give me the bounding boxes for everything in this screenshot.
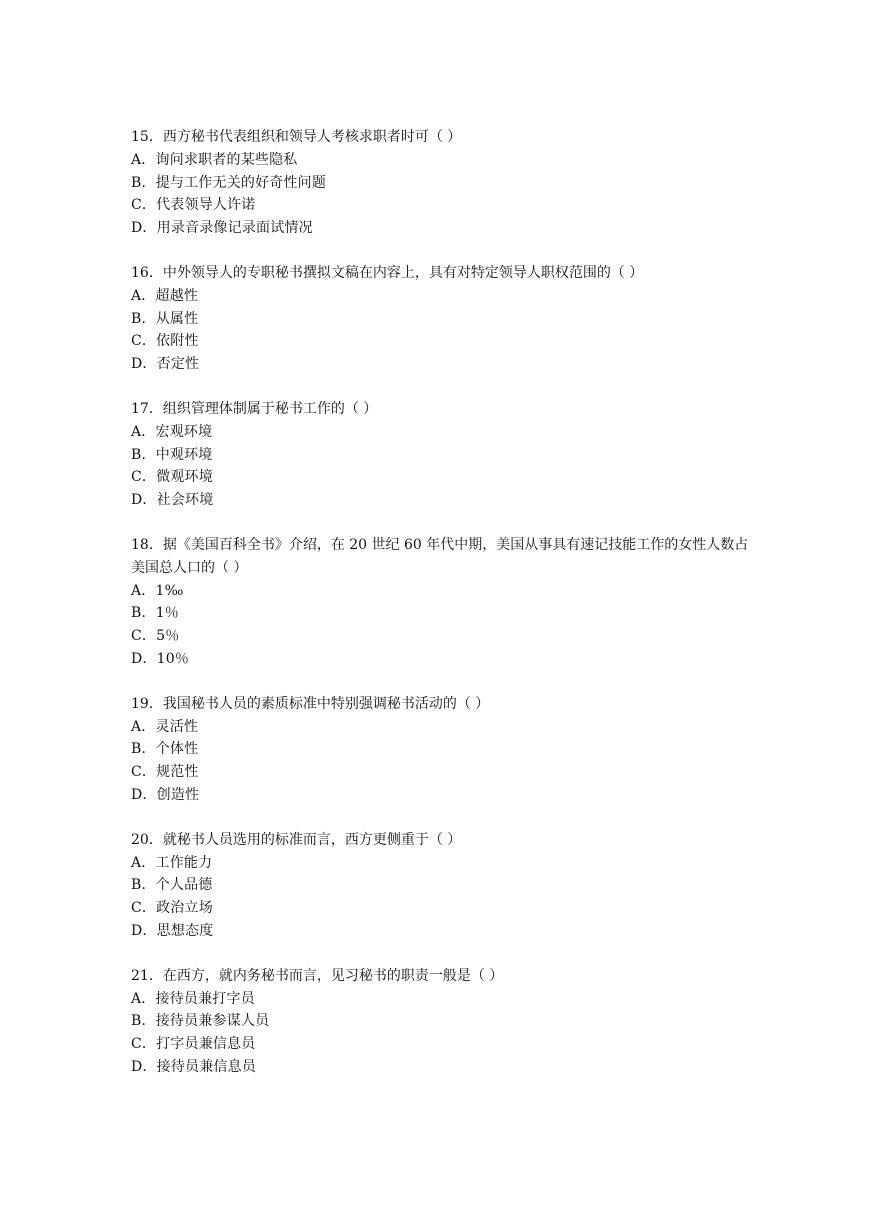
option-c: C．代表领导人许诺: [131, 197, 256, 214]
question-21: [131, 965, 751, 1079]
option-c: C．打字员兼信息员: [131, 1036, 256, 1053]
option-a: A．询问求职者的某些隐私: [131, 151, 298, 168]
option-b: B．接待员兼参谋人员: [131, 1013, 270, 1030]
option-d: D．用录音录像记录面试情况: [131, 220, 313, 237]
question-stem: 17．组织管理体制属于秘书工作的（ ）: [131, 400, 378, 417]
question-stem: 18．据《美国百科全书》介绍，在 20 世纪 60 年代中期，美国从事具有速记技能工作的女性人数占美国总人口的（ ）: [131, 536, 749, 576]
option-d: D．10％: [131, 650, 190, 667]
option-a: A．超越性: [131, 287, 199, 304]
option-d: D．接待员兼信息员: [131, 1058, 257, 1075]
question-stem: 15．西方秘书代表组织和领导人考核求职者时可（ ）: [131, 129, 462, 145]
option-a: A．灵活性: [131, 718, 199, 735]
option-c: C．规范性: [131, 764, 199, 781]
option-b: B．个人品德: [131, 877, 213, 894]
option-a: A．1‰: [131, 582, 184, 599]
option-b: B．从属性: [131, 310, 199, 327]
question-16: [131, 262, 751, 376]
question-20: [131, 829, 751, 943]
option-c: C．政治立场: [131, 900, 213, 917]
option-d: D．创造性: [131, 786, 200, 803]
option-c: C．5％: [131, 628, 180, 645]
question-stem: 20．就秘书人员选用的标准而言，西方更侧重于（ ）: [131, 831, 462, 848]
option-a: A．接待员兼打字员: [131, 990, 255, 1007]
question-19: [131, 693, 751, 807]
question-17: [131, 398, 751, 512]
option-c: C．微观环境: [131, 469, 213, 486]
option-a: A．工作能力: [131, 854, 213, 871]
option-b: B．提与工作无关的好奇性问题: [131, 174, 327, 191]
option-d: D．思想态度: [131, 922, 214, 939]
question-stem: 16．中外领导人的专职秘书撰拟文稿在内容上，具有对特定领导人职权范围的（ ）: [131, 264, 644, 281]
option-d: D．社会环境: [131, 492, 214, 509]
option-b: B．中观环境: [131, 446, 213, 463]
option-c: C．依附性: [131, 333, 199, 350]
option-a: A．宏观环境: [131, 423, 213, 440]
option-b: B．个体性: [131, 741, 199, 758]
document-page: [131, 126, 751, 1101]
question-stem: 21．在西方，就内务秘书而言，见习秘书的职责一般是（ ）: [131, 967, 504, 984]
question-stem: 19．我国秘书人员的素质标准中特别强调秘书活动的（ ）: [131, 695, 490, 712]
option-d: D．否定性: [131, 356, 200, 373]
question-18: [131, 534, 751, 671]
option-b: B．1％: [131, 605, 179, 622]
question-15: [131, 126, 751, 240]
